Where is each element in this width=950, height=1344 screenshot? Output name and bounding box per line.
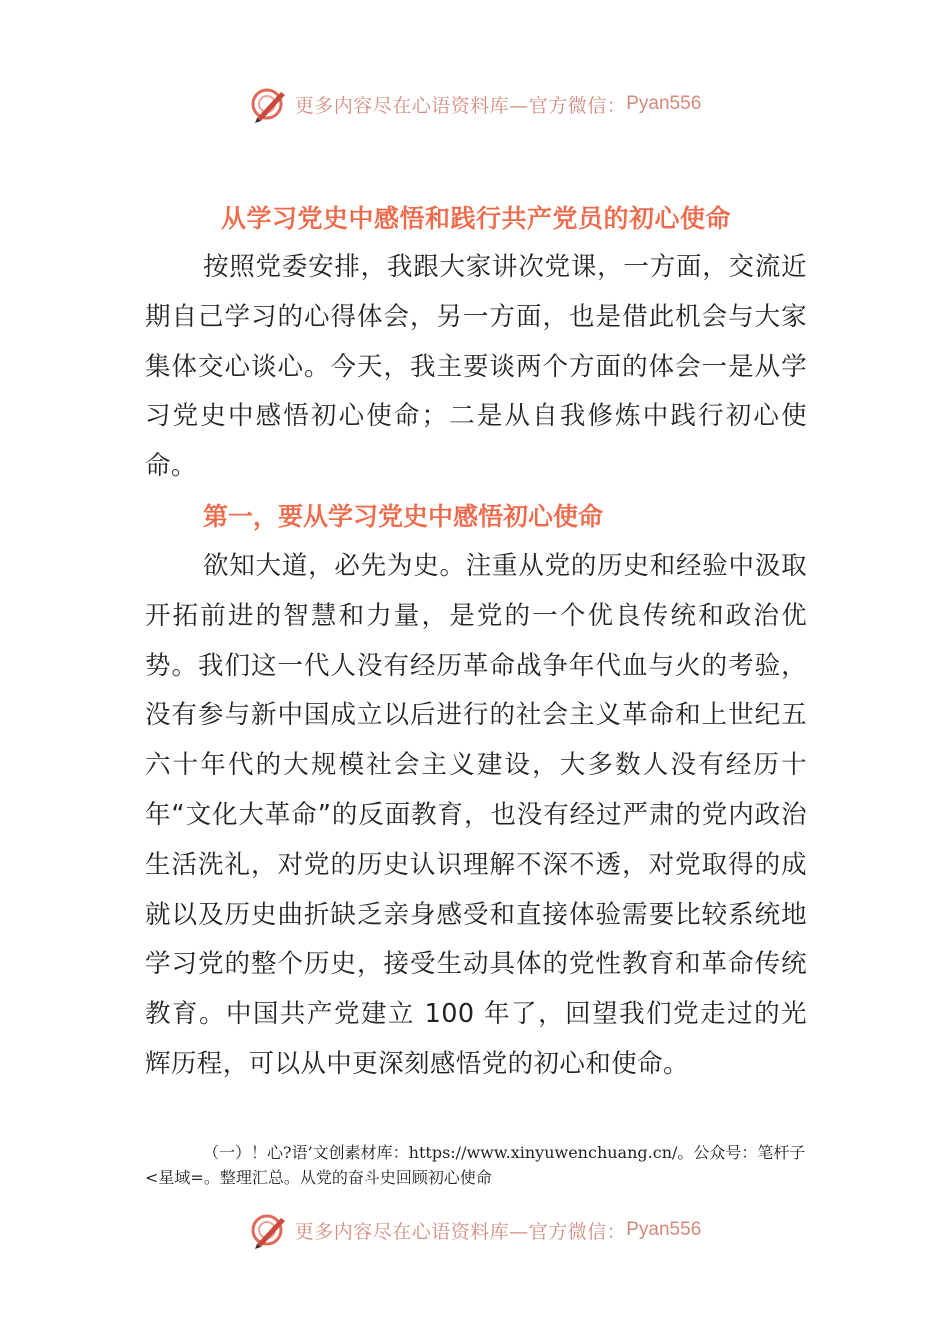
pen-on-circle-logo-icon xyxy=(249,1210,289,1250)
banner-text: 更多内容尽在心语资料库—官方微信： xyxy=(294,1220,627,1243)
document-body xyxy=(145,195,807,1090)
section-paragraph: 欲知大道，必先为史。注重从党的历史和经验中汲取开拓前进的智慧和力量，是党的一个优良传统和政治优势。我们这一代人没有经历革命战争年代血与火的考验，没有参与新中国成立以后进行的社会主义革命和上世纪五六十年代的大规模社会主义建设，大多数人没有经历十年“文化大革命”的反面教育，也没有经过严肃的党内政治生活洗礼，对党的历史认识理解不深不透，对党取得的成就以及历史曲折缺乏亲身感受和直接体验需要比较系统地学习党的整个历史，接受生动具体的党性教育和革命传统教育。中国共产党建立 100 年了，回望我们党走过的光辉历程，可以从中更深刻感悟党的初心和使命。 xyxy=(145,550,807,1079)
wechat-id: Pyan556 xyxy=(626,1219,702,1240)
footnote: （一）！心?语’文创素材库：https://www.xinyuwenchuang.cn/。公众号：笔杆子<星域=。整理汇总。从党的奋斗史回顾初心使命 xyxy=(145,1143,806,1187)
banner-text: 更多内容尽在心语资料库—官方微信： xyxy=(294,94,627,117)
wechat-id: Pyan556 xyxy=(626,93,702,114)
header-banner xyxy=(0,82,950,126)
footer-banner xyxy=(0,1208,950,1252)
intro-paragraph: 按照党委安排，我跟大家讲次党课，一方面，交流近期自己学习的心得体会，另一方面，也是借此机会与大家集体交心谈心。今天，我主要谈两个方面的体会一是从学习党史中感悟初心使命；二是从自我修炼中践行初心使命。 xyxy=(145,252,807,482)
section-heading: 第一，要从学习党史中感悟初心使命 xyxy=(203,501,604,531)
pen-on-circle-logo-icon xyxy=(249,84,289,124)
document-title: 从学习党史中感悟和践行共产党员的初心使命 xyxy=(220,204,731,233)
